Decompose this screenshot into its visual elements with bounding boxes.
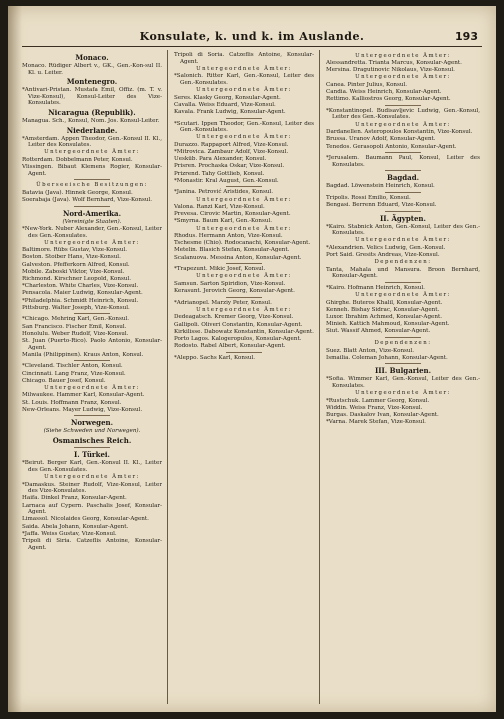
directory-entry: Monaco. Rüdiger Albert v., GK., Gen.-Kon-sul II. Kl. u. Leiter. xyxy=(22,63,162,76)
directory-entry: Rotterdam. Dobbelmann Peter, Konsul. xyxy=(22,156,133,163)
directory-entry: Candia. Weiss Heinrich, Konsular-Agent. xyxy=(326,89,442,96)
directory-entry: Managua. Sch., Konsul, Nom. Jos. Konsul-Leiter. xyxy=(22,117,160,124)
column-rule xyxy=(319,50,320,704)
directory-entry: Alessandretta. Trianta Marcus, Konsular-Agent. xyxy=(326,60,462,66)
directory-entry: Boston. Stoiber Hans, Vize-Konsul. xyxy=(22,254,121,261)
directory-entry: Durazzo. Rappaport Alfred, Vize-Konsul. xyxy=(174,141,289,148)
subsection-heading: Untergeordnete Ämter: xyxy=(355,390,451,397)
subsection-heading: Untergeordnete Ämter: xyxy=(196,196,292,203)
running-header xyxy=(22,28,482,47)
separator-line xyxy=(226,352,262,353)
separator-line xyxy=(74,415,110,416)
directory-entry: Gallipoli. Oliveri Constantin, Konsular-Agent. xyxy=(174,321,303,328)
directory-entry: Bagdad. Löwenstein Heinrich, Konsul. xyxy=(326,183,435,190)
directory-entry: St. Juan (Puerto-Rico). Paolo Antonio, Konsular-Agent. xyxy=(22,337,162,351)
directory-entry: Seres. Klasky Georg, Konsular-Agent. xyxy=(174,94,281,101)
directory-entry: *Monastir. Kral August, Gen.-Konsul. xyxy=(174,177,279,184)
directory-entry: Limassol. Nicolaides Georg, Konsular-Agent. xyxy=(22,516,149,523)
directory-entry: Pittsburg. Walter Joseph, Vize-Konsul. xyxy=(22,304,130,311)
directory-entry: *New-York. Nuber Alexander, Gen.-Konsul, Leiter des Gen.-Konsulates. xyxy=(22,226,162,239)
directory-entry: *Adrianopel. Marziy Peter, Konsul. xyxy=(174,299,272,306)
section-heading: Montenegro. xyxy=(66,77,118,87)
directory-entry: Porto Lagos. Kalogeropulos, Konsular-Agent. xyxy=(174,335,302,342)
subsection-heading: Dependenzen: xyxy=(374,259,432,266)
directory-entry: Kerasunt. Jerovich Georg, Konsular-Agent. xyxy=(174,288,295,295)
directory-entry: *Janina. Petrović Aristides, Konsul. xyxy=(174,189,273,196)
subsection-heading: Dependenzen: xyxy=(374,340,432,347)
section-heading: II. Ägypten. xyxy=(380,213,426,223)
directory-entry: Mobile. Zaboski Viktor, Vize-Konsul. xyxy=(22,268,125,275)
section-heading: Niederlande. xyxy=(66,125,118,135)
directory-entry: Rhodus. Hermann Anton, Vize-Konsul. xyxy=(174,233,283,240)
text-column-right xyxy=(326,52,480,704)
separator-line xyxy=(74,313,110,314)
directory-entry: *Antivari-Pristan. Mustafa Emil, Offiz. (m. T. v. Vize-Konsul), Konsul-Leiter des Vize-Konsulates. xyxy=(22,87,162,107)
subsection-heading: Untergeordnete Ämter: xyxy=(196,273,292,280)
separator-line xyxy=(385,170,421,171)
subsection-heading: Untergeordnete Ämter: xyxy=(44,149,140,156)
section-heading: Bagdad. xyxy=(386,173,420,183)
section-heading: Nicaragua (Republik). xyxy=(48,107,136,117)
subsection-heading: Untergeordnete Ämter: xyxy=(196,134,292,141)
directory-entry: *Beirut. Berger Karl, Gen.-Konsul II. Kl., Leiter des Gen.-Konsulates. xyxy=(22,460,162,473)
subsection-heading: Untergeordnete Ämter: xyxy=(355,52,451,59)
directory-entry: Uesküb. Para Alexander, Konsul. xyxy=(174,156,267,163)
separator-line xyxy=(385,105,421,106)
directory-entry: Chicago. Bauer Josef, Konsul. xyxy=(22,377,106,384)
directory-entry: *Amsterdam. Appen Theodor, Gen.-Konsul II. Kl., Leiter des Konsulates. xyxy=(22,135,162,149)
directory-entry: Cavalla. Weiss Eduard, Vize-Konsul. xyxy=(174,101,276,108)
directory-entry: Minieh. Kattich Mahmoud, Konsular-Agent. xyxy=(326,321,450,328)
directory-entry: Dardanellen. Asteropoulos Konstantin, Vize-Konsul. xyxy=(326,129,473,136)
subsection-heading: Untergeordnete Ämter: xyxy=(44,384,140,391)
separator-line xyxy=(226,263,262,264)
section-heading: I. Türkei. xyxy=(74,450,110,460)
text-column-middle xyxy=(174,52,314,704)
directory-entry: *Trapezunt. Mikic Josef, Konsul. xyxy=(174,266,266,273)
separator-line xyxy=(226,297,262,298)
directory-entry: Galveston. Pfefferkorn Alfred, Konsul. xyxy=(22,261,130,268)
directory-entry: *Aleppo. Sachs Karl, Konsul. xyxy=(174,354,256,361)
subsection-heading: Untergeordnete Ämter: xyxy=(355,121,451,128)
directory-entry: Honolulu. Weber Rudolf, Vize-Konsul. xyxy=(22,330,129,337)
directory-entry: Soerabaja (Java). Wolf Bernhard, Vize-Konsul. xyxy=(22,196,153,203)
directory-entry: Prisren. Prochaska Oskar, Vize-Konsul. xyxy=(174,163,285,170)
directory-entry: Kavala. Frank Ludwig, Konsular-Agent. xyxy=(174,108,286,115)
directory-entry: *Rustschuk. Lammer Georg, Konsul. xyxy=(326,397,430,404)
directory-entry: Tripoli di Soria. Catzeflis Antoine, Konsular-Agent. xyxy=(174,52,314,65)
directory-entry: Haifa. Dinkel Franz, Konsular-Agent. xyxy=(22,495,127,502)
directory-entry: Samsun. Sarton Spiridion, Vize-Konsul. xyxy=(174,280,286,287)
subsection-heading: Untergeordnete Ämter: xyxy=(355,292,451,299)
directory-entry: Saida. Abela Johann, Konsular-Agent. xyxy=(22,523,129,530)
directory-entry: Tenedos. Gerasopoli Antonio, Konsular-Agent. xyxy=(326,143,457,150)
subsection-heading: Untergeordnete Ämter: xyxy=(196,306,292,313)
section-heading: III. Bulgarien. xyxy=(374,366,432,376)
directory-entry: *Charleston. White Charles, Vize-Konsul. xyxy=(22,283,139,290)
directory-entry: *Varna. Marek Stefan, Vize-Konsul. xyxy=(326,419,426,426)
directory-entry: Vlissingen. Bibaut Klemens Rogier, Konsular-Agent. xyxy=(22,164,162,177)
directory-entry: *Salonich. Ritter Karl, Gen.-Konsul, Leiter des Gen.-Konsulates. xyxy=(174,73,314,86)
directory-entry: San Francisco. Fischer Emil, Konsul. xyxy=(22,323,127,330)
directory-entry: *Kairo. Hofmann Heinrich, Konsul. xyxy=(326,285,425,291)
directory-entry: Pensacola. Maier Ludwig, Konsular-Agent. xyxy=(22,290,143,297)
directory-entry: Rettimo. Kalliostros Georg, Konsular-Agent. xyxy=(326,96,451,103)
directory-entry: Tschesme (Chio). Rodocanachi, Konsular-Agent. xyxy=(174,240,311,247)
separator-line xyxy=(385,282,421,283)
text-column-left xyxy=(22,52,162,704)
directory-entry: Tripoli di Siria. Catzeflis Antoine, Konsular-Agent. xyxy=(22,537,162,551)
directory-entry: *Philadelphia. Schmidt Heinrich, Konsul. xyxy=(22,297,139,304)
directory-entry: Kirkilisse. Dabowatz Konstantin, Konsular-Agent. xyxy=(174,328,314,335)
section-heading: Monaco. xyxy=(75,53,109,62)
directory-entry: Metelin. Blasich Stefan, Konsular-Agent. xyxy=(174,247,290,254)
directory-entry: St. Louis. Hoffmann Franz, Konsul. xyxy=(22,399,122,406)
group-note: (Siehe Schweden und Norwegen). xyxy=(43,428,141,435)
subsection-heading: Untergeordnete Ämter: xyxy=(196,65,292,72)
separator-line xyxy=(74,206,110,207)
directory-entry: Rodosto. Rabel Albert, Konsular-Agent. xyxy=(174,343,286,350)
directory-entry: *Kairo. Stabnick Anton, Gen.-Konsul, Leiter des Gen.-Konsulates. xyxy=(326,223,480,237)
directory-entry: *Mitrovica. Zambaur Adolf, Vize-Konsul. xyxy=(174,149,289,155)
directory-entry: Canea. Pinter Julius, Konsul. xyxy=(326,81,408,88)
directory-entry: Valona. Ranzi Karl, Vize-Konsul. xyxy=(174,204,265,211)
directory-entry: Manila (Philippinen). Kraus Anton, Konsul. xyxy=(22,351,144,358)
directory-entry: *Cleveland. Tischler Anton, Konsul. xyxy=(22,363,123,370)
directory-entry: Widdin. Weiss Franz, Vize-Konsul. xyxy=(326,404,423,411)
separator-line xyxy=(74,447,110,448)
directory-entry: New-Orleans. Mayer Ludwig, Vize-Konsul. xyxy=(22,406,143,413)
subsection-heading: Untergeordnete Ämter: xyxy=(196,225,292,232)
directory-entry: Cincinnati. Lang Franz, Vize-Konsul. xyxy=(22,370,126,377)
directory-entry: Ismailia. Coleman Johann, Konsular-Agent. xyxy=(326,354,448,361)
section-heading: Norwegen. xyxy=(70,418,114,428)
directory-entry: Prevesa. Cirovic Martin, Konsular-Agent. xyxy=(174,211,291,218)
directory-entry: Port Said. Gresits Andreas, Vize-Konsul. xyxy=(326,252,440,259)
directory-entry: Siut. Wassif Ahmed, Konsular-Agent. xyxy=(326,328,431,335)
directory-entry: Kenneh. Bishay Sidrac, Konsular-Agent. xyxy=(326,306,440,313)
separator-line xyxy=(385,337,421,338)
subsection-heading: Überseeische Besitzungen: xyxy=(36,182,148,189)
directory-entry: Ghirghe. Buteros Khalil, Konsular-Agent. xyxy=(326,299,443,306)
directory-entry: Scalanuova. Messina Anton, Konsular-Agent. xyxy=(174,254,302,261)
subsection-heading: Untergeordnete Ämter: xyxy=(355,74,451,81)
directory-entry: Richmond. Kirschner Leopold, Konsul. xyxy=(22,276,132,283)
separator-line xyxy=(385,211,421,212)
directory-entry: Batavia (Java). Hinnek George, Konsul. xyxy=(22,189,133,196)
directory-entry: *Scutari. Ippen Theodor, Gen.-Konsul, Leiter des Gen.-Konsulates. xyxy=(174,120,314,134)
directory-entry: Baltimore. Rübs Gustav, Vize-Konsul. xyxy=(22,247,128,254)
separator-line xyxy=(226,118,262,119)
column-rule xyxy=(167,50,168,704)
directory-entry: Burgas. Daskalov Ivan, Konsular-Agent. xyxy=(326,411,439,418)
directory-entry: Prizrend. Tahy Gottlieb, Konsul. xyxy=(174,170,265,177)
directory-entry: Luxor. Ibrahim Achmed, Konsular-Agent. xyxy=(326,314,442,321)
separator-line xyxy=(385,192,421,193)
subsection-heading: Untergeordnete Ämter: xyxy=(196,87,292,94)
directory-entry: Dedeagatsch. Kremer Georg, Vize-Konsul. xyxy=(174,314,294,321)
directory-entry: Mersina. Dragutinovic Nikolaus, Vize-Konsul. xyxy=(326,67,455,74)
separator-line xyxy=(74,360,110,361)
directory-entry: *Damaskus. Steiner Rudolf, Vize-Konsul, Leiter des Vize-Konsulates. xyxy=(22,481,162,495)
directory-entry: *Sofia. Wimmer Karl, Gen.-Konsul, Leiter des Gen.-Konsulates. xyxy=(326,376,480,389)
separator-line xyxy=(226,186,262,187)
directory-entry: *Alexandrien. Velics Ludwig, Gen.-Konsul. xyxy=(326,244,446,251)
subsection-heading: Untergeordnete Ämter: xyxy=(44,474,140,481)
directory-entry: Tripolis. Rossi Emilio, Konsul. xyxy=(326,194,411,201)
directory-entry: *Jaffa. Weiss Gustav, Vize-Konsul. xyxy=(22,530,117,537)
separator-line xyxy=(74,179,110,180)
book-page xyxy=(8,6,496,712)
directory-entry: *Chicago. Mehring Karl, Gen.-Konsul. xyxy=(22,316,130,323)
directory-entry: Tanta, Mahala und Mansura. Broon Bernhard, Konsular-Agent. xyxy=(326,266,480,280)
page-number: 193 xyxy=(455,30,478,43)
directory-entry: Suez. Blatt Anton, Vize-Konsul. xyxy=(326,347,415,354)
group-note: (Vereinigte Staaten). xyxy=(62,218,122,225)
directory-entry: Milwaukee. Hammer Karl, Konsular-Agent. xyxy=(22,392,145,399)
directory-entry: Brussa. Uranov Adolf, Konsular-Agent. xyxy=(326,136,436,143)
section-heading: Nord-Amerika. xyxy=(62,208,122,218)
section-heading: Osmanisches Reich. xyxy=(52,436,132,446)
page-title: Konsulate, k. und k. im Auslande. xyxy=(139,30,365,43)
separator-line xyxy=(385,363,421,364)
subsection-heading: Untergeordnete Ämter: xyxy=(44,239,140,246)
subsection-heading: Untergeordnete Ämter: xyxy=(355,237,451,244)
separator-line xyxy=(385,152,421,153)
directory-entry: Larnaca auf Cypern. Paschalis Josef, Konsular-Agent. xyxy=(22,502,162,516)
directory-entry: *Jerusalem. Baumann Paul, Konsul, Leiter des Konsulates. xyxy=(326,155,480,168)
directory-entry: *Smyrna. Baum Karl, Gen.-Konsul. xyxy=(174,218,273,225)
directory-entry: Bengasi. Berrenn Eduard, Vize-Konsul. xyxy=(326,202,437,209)
directory-entry: *Konstantinopel. Budisavljevic Ludwig, Gen.-Konsul, Leiter des Gen.-Konsulates. xyxy=(326,107,480,121)
